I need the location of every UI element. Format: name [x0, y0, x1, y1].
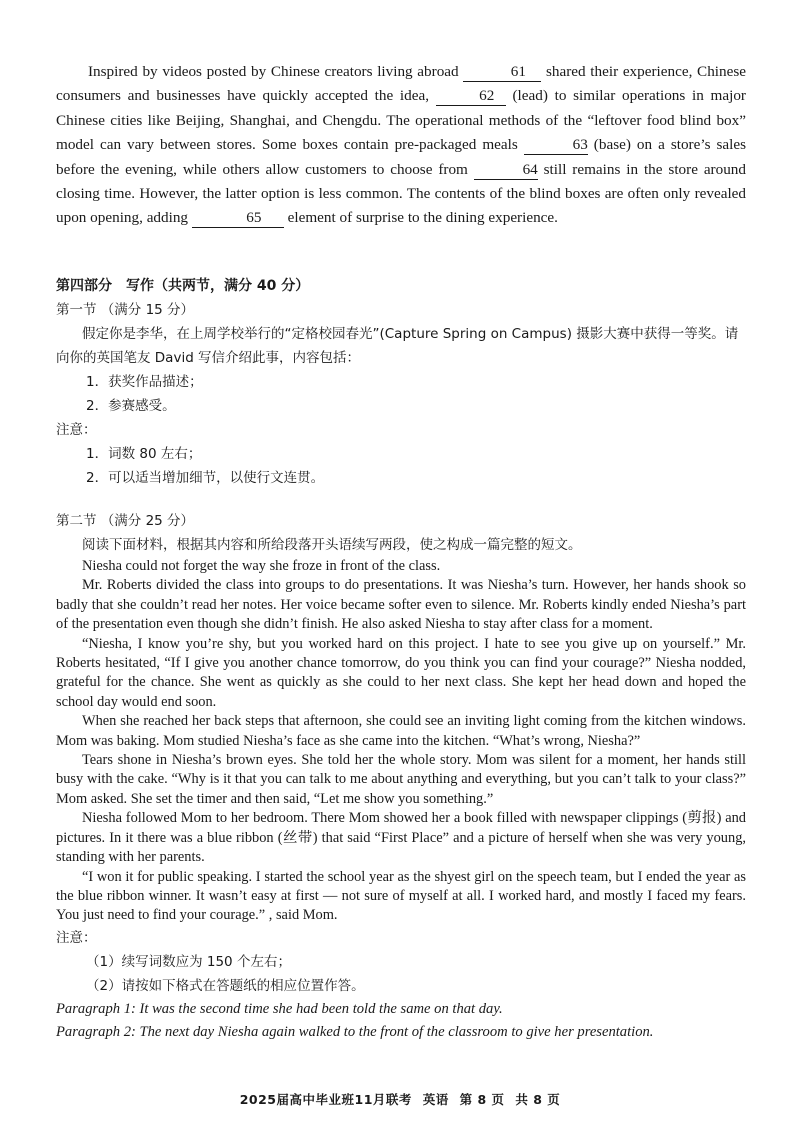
- reading-passage: [56, 60, 746, 231]
- passage-text: Inspired by videos posted by Chinese creators living abroad: [88, 63, 464, 80]
- blank-61[interactable]: 61: [463, 63, 541, 82]
- story-paragraph: Tears shone in Niesha’s brown eyes. She told her the whole story. Mom was silent for a moment, her hands still busy with the cake. “Why is it that you can talk to me about anything and everything, but you can’t talk to your class?” Mom asked. She set the timer and then said, “Let me show you something.”: [56, 752, 746, 807]
- passage-text: element of surprise to the dining experience.: [283, 209, 558, 227]
- section1-notes-label: 注意：: [56, 422, 97, 438]
- story-paragraph: Niesha could not forget the way she froze in front of the class.: [82, 558, 441, 574]
- paragraph-2-starter: Paragraph 2: The next day Niesha again walked to the front of the classroom to give her presentation.: [56, 1023, 654, 1040]
- section2-note: （1）续写词数应为 150 个左右；: [86, 953, 291, 970]
- blank-65[interactable]: 65: [192, 209, 284, 228]
- blank-62[interactable]: 62: [436, 87, 506, 106]
- paragraph-1-starter: Paragraph 1: It was the second time she had been told the same on that day.: [56, 1000, 503, 1017]
- story-paragraph: “Niesha, I know you’re shy, but you worked hard on this project. I hate to see you give up on yourself.” Mr. Roberts hesitated, “If I give you another chance tomorrow, do you think you can find your courage?” Niesha nodded, grateful for the chance. She went as quickly as she could to her next class. She kept her head down and hoped the school day would end soon.: [56, 635, 746, 710]
- passage-text: (base) on a store’s sales before the evening, while others allow customers to choose from: [56, 136, 746, 178]
- section1-heading: 第一节 （满分 15 分）: [56, 302, 195, 318]
- passage-text: shared their experience, Chinese consumers and businesses have quickly accepted the idea,: [56, 63, 746, 105]
- section1-item: 2．参赛感受。: [86, 398, 176, 414]
- story-paragraph: Niesha followed Mom to her bedroom. There Mom showed her a book filled with newspaper clippings (剪报) and pictures. In it there was a blue ribbon (丝带) that said “First Place” and a picture of herself when she was very young, standing with her parents.: [56, 810, 746, 866]
- story-paragraph: “I won it for public speaking. I started the school year as the shyest girl on the speech team, but I ended the year as the blue ribbon winner. It wasn’t easy at first — not sure of myself at all. I worked hard, and mostly I faced my fears. You just need to find your courage.” , said Mom.: [56, 868, 746, 924]
- footer-subject: 英语: [422, 1092, 449, 1107]
- blank-64[interactable]: 64: [474, 161, 538, 180]
- section1-note: 1．词数 80 左右；: [86, 446, 202, 462]
- part-title: 第四部分 写作（共两节，满分 40 分）: [56, 278, 310, 294]
- paragraph-starters: [56, 998, 746, 1044]
- section2-notes: [56, 926, 746, 998]
- story-text: [56, 557, 746, 926]
- writing-section: [56, 274, 746, 1044]
- passage-text: (lead) to similar operations in major Chinese cities like Beijing, Shanghai, and Chengdu. The operational methods of the “leftover food blind box” model can vary between stores. Some boxes contain pre-packaged meals: [56, 87, 746, 154]
- page-footer: [0, 1090, 800, 1108]
- section2-note: （2）请按如下格式在答题纸的相应位置作答。: [86, 977, 365, 994]
- section1-item: 1．获奖作品描述；: [86, 374, 203, 390]
- passage-text: still remains in the store around closing time. However, the latter option is less common. The contents of the blind boxes are often only revealed upon opening, adding: [56, 160, 746, 227]
- blank-63[interactable]: 63: [524, 136, 588, 155]
- story-paragraph: Mr. Roberts divided the class into groups to do presentations. It was Niesha’s turn. However, her hands shook so badly that she couldn’t read her notes. Her voice became softer even to silence. Mr. Roberts kindly ended Niesha’s part of the presentation even though she didn’t finish. He also asked Niesha to stay after class for a moment.: [56, 577, 746, 633]
- footer-page-number: 第 8 页: [459, 1092, 505, 1107]
- story-paragraph: When she reached her back steps that afternoon, she could see an inviting light coming from the kitchen windows. Mom was baking. Mom studied Niesha’s face as she came into the kitchen. “What’s wrong, Niesha?”: [56, 713, 746, 749]
- section1-prompt: 假定你是李华，在上周学校举行的“定格校园春光”(Capture Spring on Campus) 摄影大赛中获得一等奖。请向你的英国笔友 David 写信介绍此事，内容包括：: [56, 326, 739, 366]
- section2-heading: 第二节 （满分 25 分）: [56, 513, 195, 529]
- passage-paragraph: [56, 60, 746, 231]
- section2-notes-label: 注意：: [56, 929, 97, 946]
- section2-prompt: 阅读下面材料，根据其内容和所给段落开头语续写两段，使之构成一篇完整的短文。: [82, 537, 582, 553]
- section1-note: 2．可以适当增加细节，以使行文连贯。: [86, 470, 325, 486]
- footer-exam-name: 2025届高中毕业班11月联考: [239, 1092, 412, 1107]
- footer-page-total: 共 8 页: [515, 1092, 561, 1107]
